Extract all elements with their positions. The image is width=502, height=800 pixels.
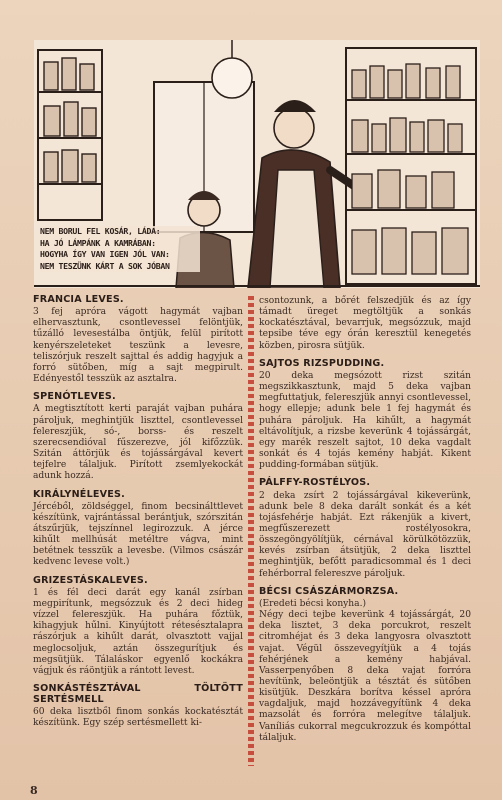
recipe-text: 1 és fél deci darát egy kanál zsírban megpirítunk, megsózzuk és 2 deci hideg vízzel felereszjük. Ha puhára főztük, kihagyjuk hűlni. Kinyújtott rétesésztalapra rászórjuk a kihűlt darát, olvasztott vajjal meglocsoljuk, aztán összegurítjuk és megsütjük. Tálaláskor egyenlő kockákra vágjuk és ráöntjük a rántott levest. <box>33 587 243 676</box>
recipe-title: FRANCIA LEVES. <box>33 294 124 305</box>
caption-line: NEM TESZÜNK KÁRT A SOK JÓBAN <box>40 260 170 271</box>
page-number: 8 <box>30 784 38 797</box>
recipe-title: KIRÁLYNÉLEVES. <box>33 488 125 500</box>
recipe-text: 3 fej apróra vágott hagymát vajban elhervasztunk, csontlevessel felöntjük, tűzálló levesestálba öntjük, felül pirított kenyérszeleteket teszünk a levesre, teliszórjuk reszelt sajttal és addig hagyjuk a forró sütőben, míg a sajt megpirult. Edényestől tesszük az asztalra. <box>33 307 243 385</box>
recipe-francia-leves <box>33 294 243 385</box>
recipe-becsi-csaszarmorzsa <box>259 586 471 744</box>
recipe-continuation <box>259 296 471 352</box>
recipe-palffy-rostelyos <box>259 477 471 579</box>
recipe-sajtos-rizspudding <box>259 358 471 472</box>
recipe-title: PÁLFFY-ROSTÉLYOS. <box>259 477 371 489</box>
recipe-text: 60 deka lisztből finom sonkás kockatésztát készítünk. Egy szép sertésmellett ki- <box>33 707 243 729</box>
recipe-spenotleves <box>33 391 243 482</box>
recipe-title: GRIZESTÁSKALEVES. <box>33 574 148 586</box>
recipe-sonkas-sertesmell <box>33 683 243 730</box>
recipe-text: 20 deka megsózott rizst szitán megszikkasztunk, majd 5 deka vajban megfuttatjuk, felereszjük annyi csontlevessel, hogy ellepje; adunk bele 1 fej hagymát és puhára pároljuk. Ha kihűlt, a hagymát eltávolítjuk, a rizsbe keverünk 4 tojássárgát, egy marék reszelt sajtot, 10 deka vagdalt sonkát és 4 tojás kemény habját. Kikent pudding-formában sütjük. <box>259 370 471 471</box>
caption-line: HOGYHA ÍGY VAN IGEN JÓL VAN: <box>40 249 170 260</box>
pantry-illustration <box>34 40 480 288</box>
recipe-title: SPENÓTLEVES. <box>33 391 116 403</box>
column-divider <box>248 296 254 766</box>
recipe-grizestaskaleves <box>33 575 243 677</box>
recipe-text: A megtisztított kerti paraját vajban puhára pároljuk, meghintjük liszttel, csontlevessel felereszjük, só-, borss- és reszelt szerecsendióval fűszerezve, jól kifőzzük. Szitán áttörjük és tojássárgával kevert tejfelre tálaljuk. Pirított zsemlyekockát adunk hozzá. <box>33 404 243 482</box>
recipe-text: 2 deka zsírt 2 tojássárgával kikeverünk, adunk bele 8 deka darált sonkát és a két tojásfehérje habját. Ezt rákenjük a kivert, megfűszerezett rostélyosokra, összegöngyölítjük, cérnával körülkötözzük, kevés zsírban átsütjük, 2 deka liszttel meghintjük, befőtt paradicsommal és 1 deci fehérborral felereszve pároljuk. <box>259 490 471 579</box>
recipe-text: Jércéből, zöldséggel, finom becsinálttlevet készítünk, vajrántással berántjuk, szórszitán átszűrjük, tejszínnel legirozzuk. A jérce kihűlt mellhúsát metéltre vágva, mint betétnek tesszük a levesbe. (Vilmos császár kedvenc levese volt.) <box>33 501 243 568</box>
recipe-text: (Eredeti bécsi konyha.) Négy deci tejbe keverünk 4 tojássárgát, 20 deka lisztet, 3 deka porcukrot, reszelt citromhéjat és 3 deka langyosra olvasztott vajat. Végül összevegyítjük a 4 tojás fehérjének a kemény habjával. Vasserpenyőben 8 deka vajat forróra hevítünk, beleöntjük a tésztát és sütőben kisütjük. Deszkára borítva késsel apróra vagdaljuk, majd hozzávegyítünk 4 deka mazsolát és forróra melegítve tálaljuk. Vaníliás cukorral megcukrozzuk és kompóttal tálaljuk. <box>259 598 471 743</box>
recipe-title: BÉCSI CSÁSZÁRMORZSA. <box>259 585 399 597</box>
recipe-kiralyneleves <box>33 489 243 569</box>
recipe-text: csontozunk, a bőrét felszedjük és az így támadt üreget megtöltjük a sonkás kockatésztával, bevarrjuk, megsózzuk, majd tepsibe téve egy órán keresztül kenegetés közben, pirosra sütjük. <box>259 296 471 351</box>
caption-line: NEM BORUL FEL KOSÁR, LÁDA: <box>40 226 161 236</box>
illustration-caption <box>40 226 200 272</box>
recipe-title: SAJTOS RIZSPUDDING. <box>259 357 385 369</box>
recipe-title: SONKÁSTÉSZTÁVAL TÖLTÖTT SERTÉSMELL <box>33 683 243 706</box>
caption-line: HA JÓ LÁMPÁNK A KAMRÁBAN: <box>40 237 156 248</box>
right-column <box>259 294 471 750</box>
left-column <box>33 294 243 736</box>
